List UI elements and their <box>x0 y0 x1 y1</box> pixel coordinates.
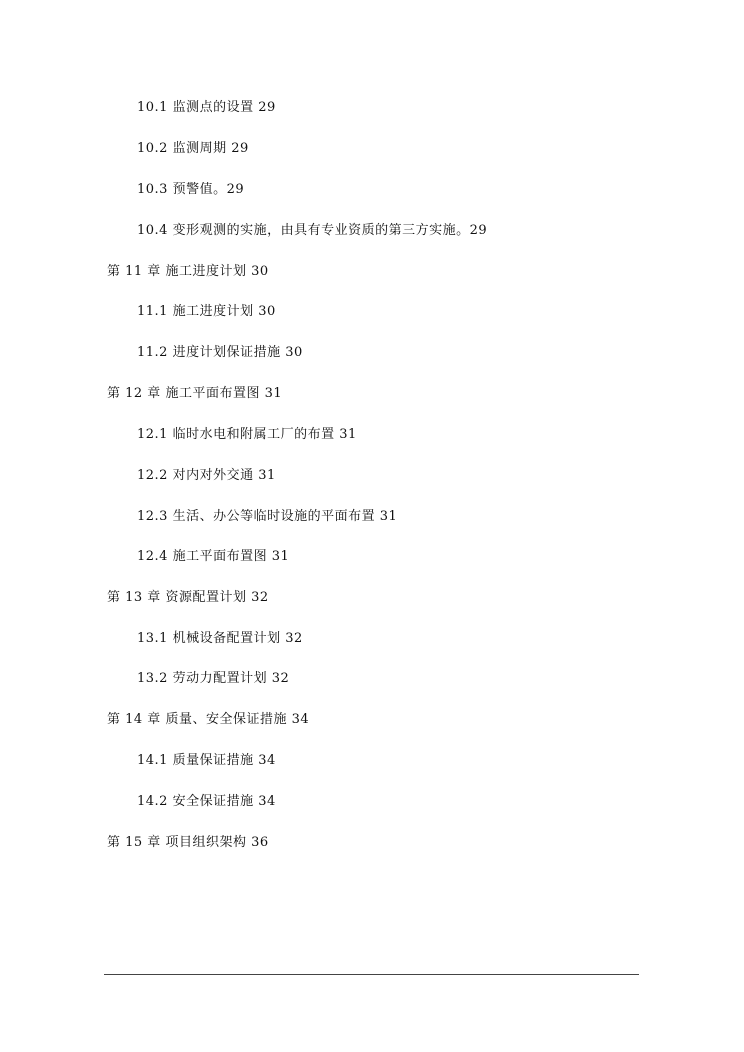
toc-entry-10-2[interactable]: 10.2 监测周期 29 <box>137 141 249 156</box>
toc-entry-11-2[interactable]: 11.2 进度计划保证措施 30 <box>137 345 303 360</box>
toc-entry-13-2[interactable]: 13.2 劳动力配置计划 32 <box>137 671 290 686</box>
toc-entry-10-4[interactable]: 10.4 变形观测的实施，由具有专业资质的第三方实施。29 <box>137 223 488 238</box>
toc-entry-12-1[interactable]: 12.1 临时水电和附属工厂的布置 31 <box>137 427 357 442</box>
toc-chapter-11[interactable]: 第 11 章 施工进度计划 30 <box>107 264 269 279</box>
toc-entry-10-3[interactable]: 10.3 预警值。29 <box>137 182 245 197</box>
toc-chapter-12[interactable]: 第 12 章 施工平面布置图 31 <box>107 386 283 401</box>
toc-entry-14-1[interactable]: 14.1 质量保证措施 34 <box>137 753 276 768</box>
toc-chapter-13[interactable]: 第 13 章 资源配置计划 32 <box>107 590 269 605</box>
toc-entry-12-4[interactable]: 12.4 施工平面布置图 31 <box>137 549 290 564</box>
toc-entry-13-1[interactable]: 13.1 机械设备配置计划 32 <box>137 631 303 646</box>
toc-chapter-14[interactable]: 第 14 章 质量、安全保证措施 34 <box>107 712 310 727</box>
toc-entry-12-3[interactable]: 12.3 生活、办公等临时设施的平面布置 31 <box>137 509 398 524</box>
footer-divider <box>104 974 639 975</box>
toc-entry-14-2[interactable]: 14.2 安全保证措施 34 <box>137 794 276 809</box>
toc-entry-11-1[interactable]: 11.1 施工进度计划 30 <box>137 304 276 319</box>
toc-chapter-15[interactable]: 第 15 章 项目组织架构 36 <box>107 835 269 850</box>
toc-entry-12-2[interactable]: 12.2 对内对外交通 31 <box>137 468 276 483</box>
toc-entry-10-1[interactable]: 10.1 监测点的设置 29 <box>137 100 276 115</box>
